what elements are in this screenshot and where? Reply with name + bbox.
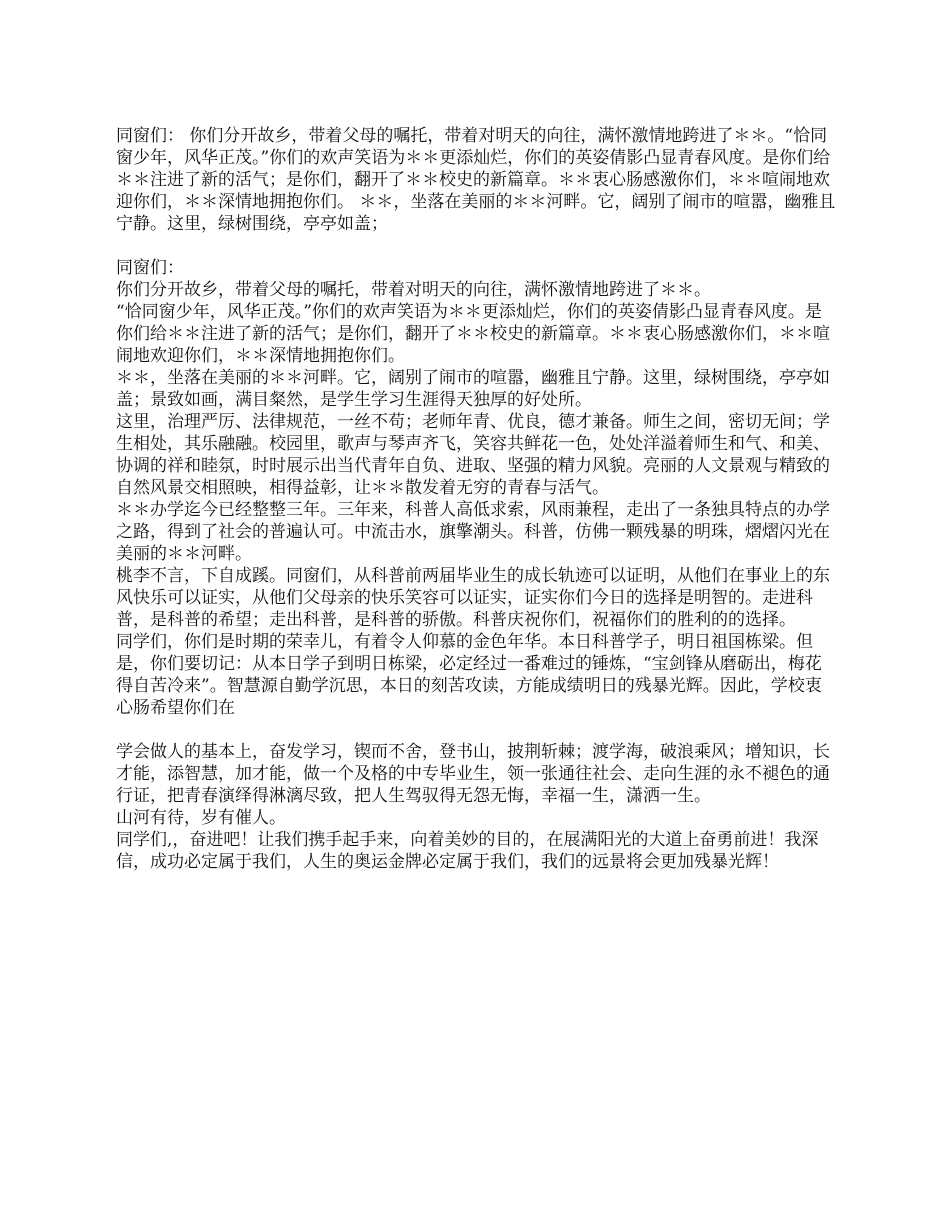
body-paragraph: 同学们，你们是时期的荣幸儿，有着令人仰慕的金色年华。本日科普学子，明日祖国栋梁。但是，你们要切记：从本日学子到明日栋梁，必定经过一番难过的锤炼，“宝剑锋从磨砺出，梅花得自苦冷来”。智慧源自勤学沉思，本日的刻苦攻读，方能成绩明日的残暴光辉。因此，学校衷心肠希望你们在: [116, 632, 822, 718]
body-paragraph: 这里，治理严厉、法律规范，一丝不苟；老师年青、优良，德才兼备。师生之间，密切无间；学生相处，其乐融融。校园里，歌声与琴声齐飞，笑容共鲜花一色，处处洋溢着师生和气、和美、协调的祥和睦氛，时时展示出当代青年自负、进取、坚强的精力风貌。亮丽的人文景观与精致的自然风景交相照映，相得益彰，让＊＊散发着无穷的青春与活气。: [116, 412, 830, 498]
body-paragraph: 桃李不言，下自成蹊。同窗们，从科普前两届毕业生的成长轨迹可以证明，从他们在事业上的东风快乐可以证实，从他们父母亲的快乐笑容可以证实，证实你们今日的选择是明智的。走进科普，是科普的希望；走出科普，是科普的骄傲。科普庆祝你们，祝福你们的胜利的的选择。: [116, 566, 830, 630]
body-paragraph: 山河有待，岁有催人。: [116, 808, 286, 828]
body-paragraph: 学会做人的基本上，奋发学习，锲而不舍，登书山，披荆斩棘；渡学海，破浪乘风；增知识，长才能，添智慧，加才能，做一个及格的中专毕业生，领一张通往社会、走向生涯的永不褪色的通行证，把青春演绎得淋漓尽致，把人生驾驭得无怨无悔，幸福一生，潇洒一生。: [116, 742, 830, 806]
body-paragraph: ＊＊，坐落在美丽的＊＊河畔。它，阔别了闹市的喧嚣，幽雅且宁静。这里，绿树围绕，亭亭如盖；景致如画，满目粲然，是学生学习生涯得天独厚的好处所。: [116, 368, 830, 410]
greeting-line: 同窗们：: [116, 258, 184, 278]
body-paragraph: 你们分开故乡，带着父母的嘱托，带着对明天的向往，满怀激情地跨进了＊＊。: [116, 280, 711, 300]
body-paragraph: ＊＊办学迄今已经整整三年。三年来，科普人高低求索，风雨兼程，走出了一条独具特点的办学之路，得到了社会的普遍认可。中流击水，旗擎潮头。科普，仿佛一颗残暴的明珠，熠熠闪光在美丽的＊＊河畔。: [116, 500, 830, 564]
closing-paragraph: 同学们,，奋进吧！让我们携手起手来，向着美妙的目的，在展满阳光的大道上奋勇前进！我深信，成功必定属于我们，人生的奥运金牌必定属于我们，我们的远景将会更加残暴光辉！: [116, 830, 819, 872]
document-page: [116, 125, 838, 873]
body-paragraph: “恰同窗少年，风华正茂。”你们的欢声笑语为＊＊更添灿烂，你们的英姿倩影凸显青春风度。是你们给＊＊注进了新的活气；是你们，翻开了＊＊校史的新篇章。＊＊衷心肠感激你们，＊＊喧闹地欢迎你们，＊＊深情地拥抱你们。: [116, 302, 830, 366]
summary-paragraph: 同窗们： 你们分开故乡，带着父母的嘱托，带着对明天的向往，满怀激情地跨进了＊＊。“恰同窗少年，风华正茂。”你们的欢声笑语为＊＊更添灿烂，你们的英姿倩影凸显青春风度。是你们给＊＊注进了新的活气；是你们，翻开了＊＊校史的新篇章。＊＊衷心肠感激你们，＊＊喧闹地欢迎你们，＊＊深情地拥抱你们。 ＊＊，坐落在美丽的＊＊河畔。它，阔别了闹市的喧嚣，幽雅且宁静。这里，绿树围绕，亭亭如盖；: [116, 126, 836, 234]
